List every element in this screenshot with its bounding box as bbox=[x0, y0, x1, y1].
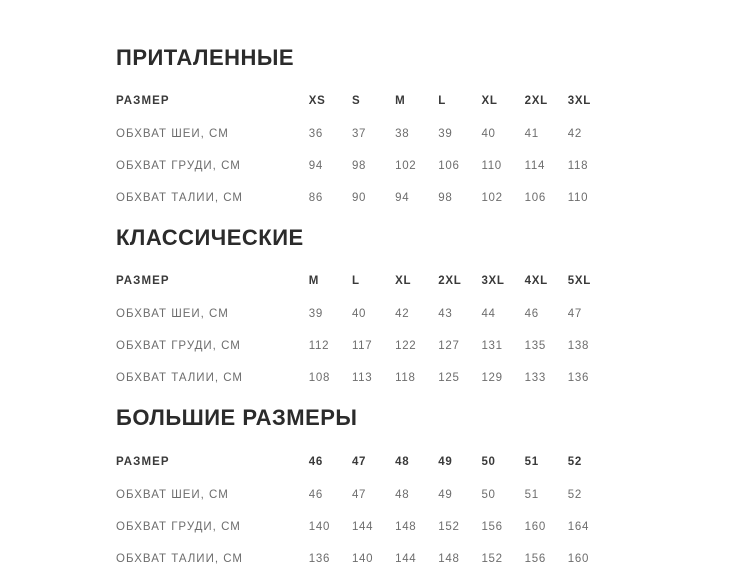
row-label: ОБХВАТ ГРУДИ, СМ bbox=[116, 340, 241, 353]
table-row bbox=[116, 182, 611, 214]
cell-value: 40 bbox=[481, 128, 496, 141]
cell-value: 156 bbox=[524, 552, 546, 565]
column-header-size: РАЗМЕР bbox=[116, 455, 170, 468]
row-label: ОБХВАТ ШЕИ, СМ bbox=[116, 308, 229, 321]
cell-value: 94 bbox=[308, 160, 323, 173]
column-header-value: XL bbox=[481, 95, 498, 108]
cell-value: 49 bbox=[438, 488, 453, 501]
cell-value: 98 bbox=[438, 192, 453, 205]
size-section-classic bbox=[116, 226, 743, 394]
cell-value: 114 bbox=[524, 160, 546, 173]
cell-value: 138 bbox=[567, 340, 590, 353]
cell-value: 118 bbox=[395, 372, 416, 385]
table-row bbox=[116, 118, 611, 150]
cell-value: 51 bbox=[524, 488, 539, 501]
cell-value: 160 bbox=[567, 552, 590, 565]
table-header bbox=[116, 447, 611, 479]
size-table-classic bbox=[116, 266, 611, 394]
cell-value: 52 bbox=[567, 488, 582, 501]
cell-value: 44 bbox=[481, 308, 496, 321]
column-header-value: 3XL bbox=[481, 275, 505, 288]
table-body bbox=[116, 479, 611, 575]
cell-value: 160 bbox=[524, 520, 546, 533]
cell-value: 47 bbox=[351, 488, 367, 501]
cell-value: 152 bbox=[481, 552, 503, 565]
table-body bbox=[116, 118, 611, 214]
cell-value: 129 bbox=[481, 372, 503, 385]
cell-value: 39 bbox=[308, 308, 323, 321]
column-header-value: 51 bbox=[524, 455, 539, 468]
cell-value: 122 bbox=[395, 340, 417, 353]
column-header-value: 46 bbox=[308, 455, 323, 468]
cell-value: 113 bbox=[351, 372, 373, 385]
cell-value: 140 bbox=[308, 520, 331, 533]
size-table-slim bbox=[116, 86, 611, 214]
column-header-value: XS bbox=[308, 95, 326, 108]
column-header-size: РАЗМЕР bbox=[116, 275, 170, 288]
column-header-value: 47 bbox=[351, 455, 367, 468]
section-title-large: БОЛЬШИЕ РАЗМЕРЫ bbox=[116, 405, 358, 431]
cell-value: 144 bbox=[351, 520, 374, 533]
table-row bbox=[116, 362, 611, 394]
column-header-value: 52 bbox=[567, 455, 582, 468]
cell-value: 86 bbox=[308, 192, 323, 205]
table-row bbox=[116, 479, 611, 511]
cell-value: 102 bbox=[481, 192, 503, 205]
column-header-value: S bbox=[351, 95, 361, 108]
column-header-value: 3XL bbox=[567, 95, 591, 108]
column-header-value: 5XL bbox=[567, 275, 591, 288]
cell-value: 39 bbox=[438, 128, 453, 141]
cell-value: 110 bbox=[567, 192, 589, 205]
cell-value: 133 bbox=[524, 372, 546, 385]
column-header-value: 50 bbox=[481, 455, 496, 468]
column-header-value: XL bbox=[395, 275, 412, 288]
row-label: ОБХВАТ ТАЛИИ, СМ bbox=[116, 192, 243, 205]
size-table-large bbox=[116, 447, 611, 575]
size-section-large bbox=[116, 406, 743, 574]
cell-value: 46 bbox=[308, 488, 323, 501]
cell-value: 136 bbox=[567, 372, 590, 385]
cell-value: 47 bbox=[567, 308, 582, 321]
column-header-value: 2XL bbox=[438, 275, 462, 288]
cell-value: 152 bbox=[438, 520, 460, 533]
cell-value: 148 bbox=[395, 520, 417, 533]
cell-value: 125 bbox=[438, 372, 460, 385]
cell-value: 98 bbox=[351, 160, 367, 173]
cell-value: 43 bbox=[438, 308, 453, 321]
column-header-value: L bbox=[351, 275, 360, 288]
table-row bbox=[116, 543, 611, 575]
table-header bbox=[116, 86, 611, 118]
column-header-value: 2XL bbox=[524, 95, 548, 108]
cell-value: 140 bbox=[351, 552, 374, 565]
cell-value: 37 bbox=[351, 128, 367, 141]
column-header-value: 4XL bbox=[524, 275, 548, 288]
table-row bbox=[116, 330, 611, 362]
row-label: ОБХВАТ ГРУДИ, СМ bbox=[116, 160, 241, 173]
column-header-value: L bbox=[438, 95, 447, 108]
cell-value: 127 bbox=[438, 340, 460, 353]
cell-value: 48 bbox=[395, 488, 410, 501]
cell-value: 156 bbox=[481, 520, 503, 533]
cell-value: 38 bbox=[395, 128, 410, 141]
cell-value: 118 bbox=[567, 160, 589, 173]
cell-value: 46 bbox=[524, 308, 539, 321]
row-label: ОБХВАТ ТАЛИИ, СМ bbox=[116, 372, 243, 385]
cell-value: 131 bbox=[481, 340, 503, 353]
table-header bbox=[116, 266, 611, 298]
cell-value: 40 bbox=[351, 308, 367, 321]
cell-value: 94 bbox=[395, 192, 410, 205]
table-row bbox=[116, 511, 611, 543]
size-section-slim bbox=[116, 46, 743, 214]
table-header-row bbox=[116, 447, 611, 479]
cell-value: 112 bbox=[308, 340, 330, 353]
row-label: ОБХВАТ ШЕИ, СМ bbox=[116, 128, 229, 141]
cell-value: 135 bbox=[524, 340, 546, 353]
cell-value: 117 bbox=[351, 340, 373, 353]
cell-value: 102 bbox=[395, 160, 417, 173]
cell-value: 41 bbox=[524, 128, 539, 141]
row-label: ОБХВАТ ТАЛИИ, СМ bbox=[116, 552, 243, 565]
cell-value: 164 bbox=[567, 520, 590, 533]
column-header-value: 48 bbox=[395, 455, 410, 468]
column-header-value: M bbox=[395, 95, 406, 108]
cell-value: 144 bbox=[395, 552, 417, 565]
column-header-value: 49 bbox=[438, 455, 453, 468]
cell-value: 106 bbox=[524, 192, 546, 205]
cell-value: 36 bbox=[308, 128, 323, 141]
cell-value: 50 bbox=[481, 488, 496, 501]
cell-value: 110 bbox=[481, 160, 502, 173]
row-label: ОБХВАТ ГРУДИ, СМ bbox=[116, 520, 241, 533]
table-row bbox=[116, 150, 611, 182]
cell-value: 108 bbox=[308, 372, 331, 385]
section-title-classic: КЛАССИЧЕСКИЕ bbox=[116, 225, 304, 251]
table-header-row bbox=[116, 86, 611, 118]
column-header-size: РАЗМЕР bbox=[116, 95, 170, 108]
cell-value: 136 bbox=[308, 552, 331, 565]
table-row bbox=[116, 298, 611, 330]
table-body bbox=[116, 298, 611, 394]
cell-value: 106 bbox=[438, 160, 460, 173]
cell-value: 148 bbox=[438, 552, 460, 565]
cell-value: 42 bbox=[567, 128, 582, 141]
column-header-value: M bbox=[308, 275, 320, 288]
row-label: ОБХВАТ ШЕИ, СМ bbox=[116, 488, 229, 501]
cell-value: 90 bbox=[351, 192, 367, 205]
table-header-row bbox=[116, 266, 611, 298]
section-title-slim: ПРИТАЛЕННЫЕ bbox=[116, 45, 295, 70]
cell-value: 42 bbox=[395, 308, 410, 321]
